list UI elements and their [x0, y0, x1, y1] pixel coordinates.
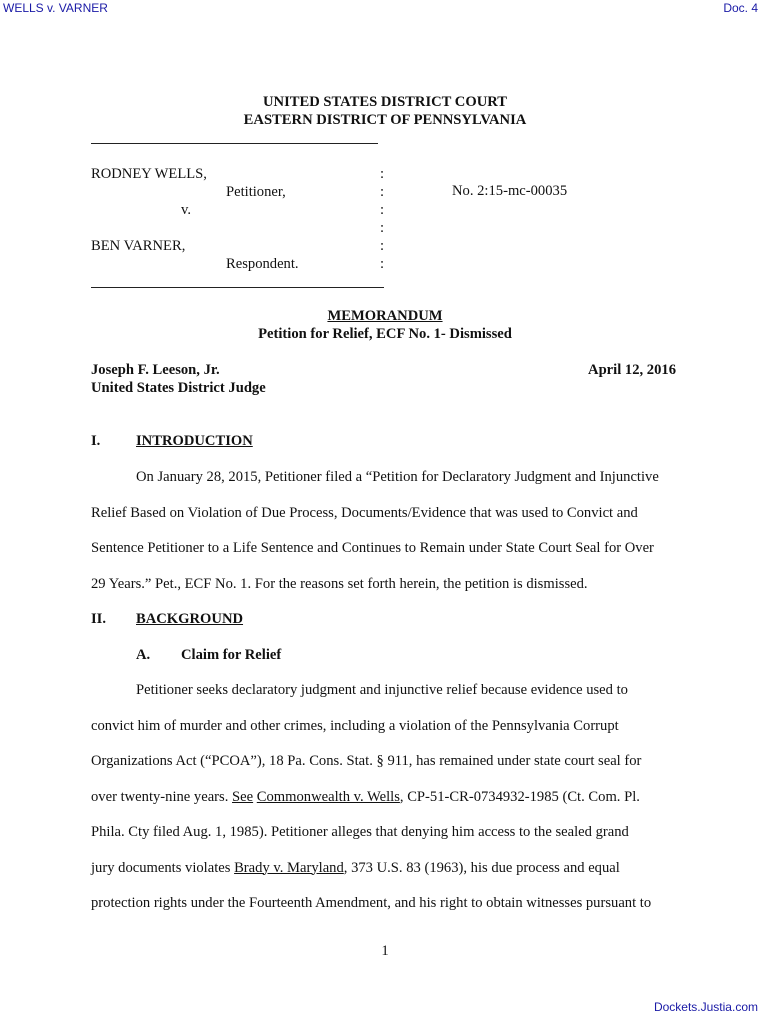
caption-parties	[91, 165, 299, 273]
section-number-intro: I.	[91, 433, 101, 449]
page-number: 1	[381, 943, 389, 959]
caption-bottom-rule	[91, 287, 384, 288]
caption-colon: :	[380, 184, 385, 200]
respondent-name: BEN VARNER,	[91, 238, 186, 254]
caption-colons	[380, 165, 384, 273]
case-citation-commonwealth-v-wells: Commonwealth v. Wells	[256, 788, 400, 805]
text-run: , CP-51-CR-0734932-1985 (Ct. Com. Pl.	[399, 788, 640, 805]
text-run: jury documents violates	[91, 859, 235, 876]
intro-paragraph	[91, 460, 679, 602]
case-number: No. 2:15-mc-00035	[452, 183, 568, 199]
paragraph-line: On January 28, 2015, Petitioner filed a “Petition for Declaratory Judgment and Injunctive	[136, 469, 659, 485]
text-run: over twenty-nine years.	[91, 788, 233, 805]
petitioner-name: RODNEY WELLS,	[91, 166, 207, 182]
section-heading-background: BACKGROUND	[136, 611, 244, 627]
paragraph-line: Organizations Act (“PCOA”), 18 Pa. Cons. Stat. § 911, has remained under state court seal for	[91, 753, 642, 769]
paragraph-line	[91, 780, 679, 816]
subsection-letter-claim: A.	[136, 647, 151, 663]
court-district: EASTERN DISTRICT OF PENNSYLVANIA	[243, 112, 527, 128]
document-number-link[interactable]: Doc. 4	[723, 1, 758, 15]
text-run: , 373 U.S. 83 (1963), his due process and equal	[343, 859, 620, 876]
claim-paragraph	[91, 673, 679, 922]
paragraph-line: 29 Years.” Pet., ECF No. 1. For the reasons set forth herein, the petition is dismissed.	[91, 575, 588, 592]
case-title-link[interactable]: WELLS v. VARNER	[3, 1, 108, 15]
decision-date: April 12, 2016	[588, 362, 676, 378]
case-citation-brady-v-maryland: Brady v. Maryland	[234, 859, 344, 876]
caption-top-rule	[91, 143, 378, 144]
paragraph-line: Relief Based on Violation of Due Process, Documents/Evidence that was used to Convict and	[91, 504, 638, 521]
judge-name: Joseph F. Leeson, Jr.	[91, 362, 220, 378]
subsection-heading-claim: Claim for Relief	[181, 647, 282, 663]
source-link[interactable]: Dockets.Justia.com	[653, 1000, 758, 1014]
paragraph-line	[91, 851, 679, 887]
caption-colon: :	[380, 256, 385, 272]
judge-title: United States District Judge	[91, 380, 266, 396]
caption-colon: :	[380, 220, 385, 236]
paragraph-line: Petitioner seeks declaratory judgment and injunctive relief because evidence used to	[136, 682, 628, 698]
caption-colon: :	[380, 166, 385, 182]
paragraph-line: Sentence Petitioner to a Life Sentence and Continues to Remain under State Court Seal for Over	[91, 540, 654, 556]
respondent-role: Respondent.	[226, 256, 299, 272]
paragraph-line: protection rights under the Fourteenth Amendment, and his right to obtain witnesses pursuant to	[91, 895, 652, 911]
memorandum-title: MEMORANDUM	[327, 308, 443, 324]
citation-signal-see: See	[232, 788, 254, 805]
section-heading-intro: INTRODUCTION	[136, 433, 253, 449]
section-number-background: II.	[91, 611, 107, 627]
paragraph-line: Phila. Cty filed Aug. 1, 1985). Petitioner alleges that denying him access to the sealed grand	[91, 824, 629, 840]
caption-spacer	[91, 219, 299, 237]
caption-colon: :	[380, 202, 385, 218]
memorandum-subtitle: Petition for Relief, ECF No. 1- Dismissed	[258, 326, 512, 342]
court-name: UNITED STATES DISTRICT COURT	[262, 94, 507, 110]
paragraph-line: convict him of murder and other crimes, including a violation of the Pennsylvania Corrupt	[91, 717, 619, 734]
caption-colon: :	[380, 238, 385, 254]
petitioner-role: Petitioner,	[226, 184, 286, 200]
versus: v.	[181, 202, 191, 218]
